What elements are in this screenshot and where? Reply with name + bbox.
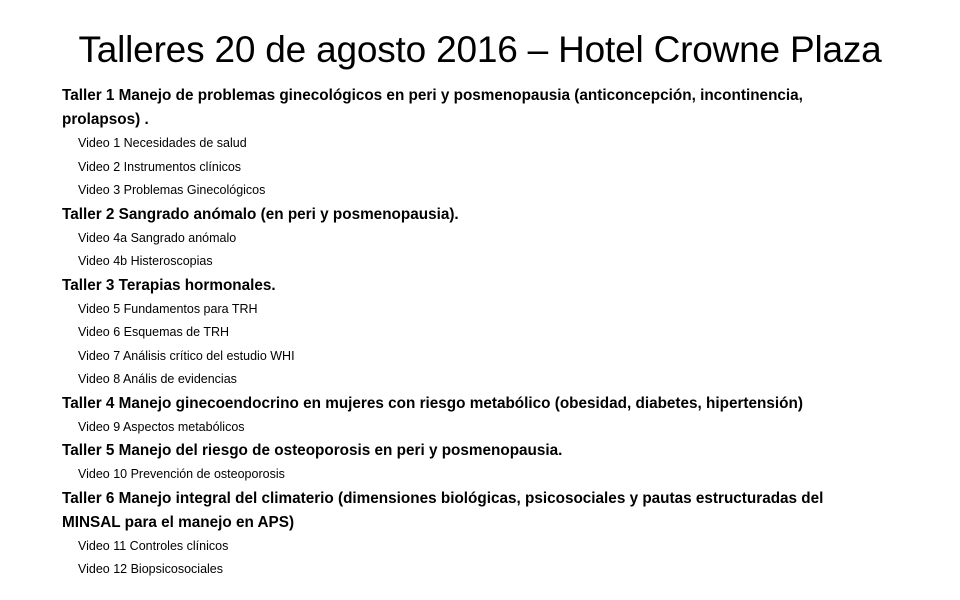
video-link-5[interactable]: Video 5 Fundamentos para TRH <box>78 301 258 316</box>
workshop-5-heading: Taller 5 Manejo del riesgo de osteoporosis en peri y posmenopausia. <box>62 442 563 459</box>
workshop-list <box>62 84 882 582</box>
video-link-9[interactable]: Video 9 Aspectos metabólicos <box>78 419 245 434</box>
video-link-10[interactable]: Video 10 Prevención de osteoporosis <box>78 467 285 481</box>
workshop-1-heading: Taller 1 Manejo de problemas ginecológicos en peri y posmenopausia (anticoncepción, incontinencia, prolapsos) . <box>62 87 803 128</box>
video-link-12[interactable]: Video 12 Biopsicosociales <box>78 562 224 576</box>
workshop-3-heading: Taller 3 Terapias hormonales. <box>62 276 276 294</box>
video-link-8[interactable]: Video 8 Anális de evidencias <box>78 372 237 386</box>
video-link-3[interactable]: Video 3 Problemas Ginecológicos <box>78 183 266 197</box>
video-link-4b[interactable]: Video 4b Histeroscopias <box>78 254 213 268</box>
video-link-2[interactable]: Video 2 Instrumentos clínicos <box>78 159 242 174</box>
workshop-2-heading: Taller 2 Sangrado anómalo (en peri y posmenopausia). <box>62 205 459 223</box>
video-link-6[interactable]: Video 6 Esquemas de TRH <box>78 325 230 339</box>
slide-title: Talleres 20 de agosto 2016 – Hotel Crowne Plaza <box>78 29 882 70</box>
video-link-11[interactable]: Video 11 Controles clínicos <box>78 538 229 553</box>
video-link-1[interactable]: Video 1 Necesidades de salud <box>78 136 247 150</box>
video-link-4a[interactable]: Video 4a Sangrado anómalo <box>78 230 237 245</box>
workshop-4-heading: Taller 4 Manejo ginecoendocrino en mujeres con riesgo metabólico (obesidad, diabetes, hipertensión) <box>62 394 803 412</box>
video-link-7[interactable]: Video 7 Análisis crítico del estudio WHI <box>78 348 295 363</box>
workshop-6-heading: Taller 6 Manejo integral del climaterio (dimensiones biológicas, psicosociales y pautas estructuradas del MINSAL para el manejo en APS) <box>62 489 824 531</box>
